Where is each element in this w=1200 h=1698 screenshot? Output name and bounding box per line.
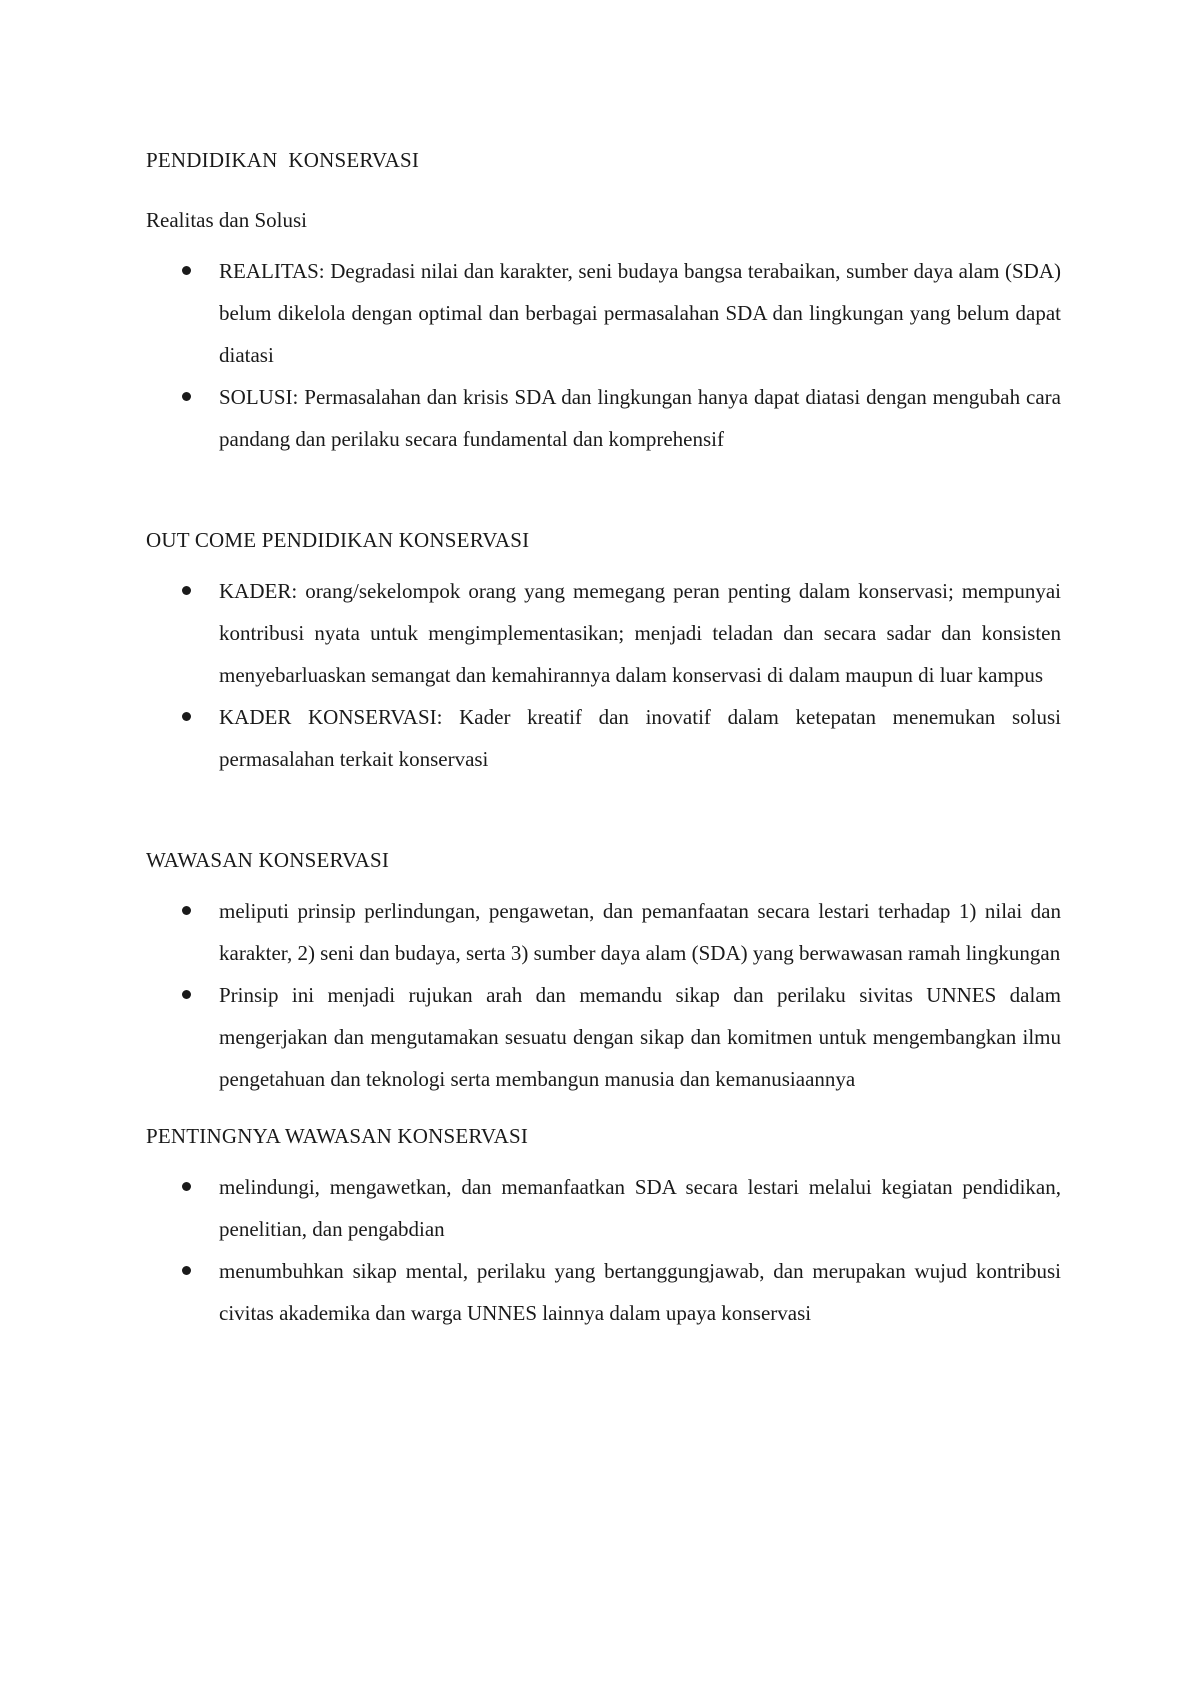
section-wawasan-konservasi [146,830,1061,1100]
spacer [146,780,1061,830]
list-item [146,696,1061,780]
bullet-list [146,1166,1061,1334]
list-item-text: melindungi, mengawetkan, dan memanfaatkan SDA secara lestari melalui kegiatan pendidikan, penelitian, dan pengabdian [219,1175,1061,1241]
list-item-text: REALITAS: Degradasi nilai dan karakter, seni budaya bangsa terabaikan, sumber daya alam (SDA) belum dikelola dengan optimal dan berbagai permasalahan SDA dan lingkungan yang belum dapat diatasi [219,259,1061,367]
list-item [146,1250,1061,1334]
section-out-come [146,510,1061,780]
bullet-icon [182,1266,191,1275]
bullet-icon [182,906,191,915]
bullet-icon [182,1182,191,1191]
list-item-text: Prinsip ini menjadi rujukan arah dan memandu sikap dan perilaku sivitas UNNES dalam mengerjakan dan mengutamakan sesuatu dengan sikap dan komitmen untuk mengembangkan ilmu pengetahuan dan teknologi serta membangun manusia dan kemanusiaannya [219,983,1061,1091]
bullet-list [146,250,1061,460]
section-title: PENDIDIKAN KONSERVASI [146,148,420,172]
list-item-text: SOLUSI: Permasalahan dan krisis SDA dan lingkungan hanya dapat diatasi dengan mengubah cara pandang dan perilaku secara fundamental dan komprehensif [219,385,1061,451]
section-subtitle: Realitas dan Solusi [146,208,307,232]
list-item [146,570,1061,696]
bullet-icon [182,392,191,401]
section-title: PENTINGNYA WAWASAN KONSERVASI [146,1124,529,1148]
section-title: WAWASAN KONSERVASI [146,848,390,872]
bullet-icon [182,266,191,275]
section-pendidikan-konservasi [146,130,1061,460]
list-item [146,890,1061,974]
list-item-text: KADER KONSERVASI: Kader kreatif dan inovatif dalam ketepatan menemukan solusi permasalahan terkait konservasi [219,705,1061,771]
list-item-text: KADER: orang/sekelompok orang yang memegang peran penting dalam konservasi; mempunyai kontribusi nyata untuk mengimplementasikan; menjadi teladan dan secara sadar dan konsisten menyebarluaskan semangat dan kemahirannya dalam konservasi di dalam maupun di luar kampus [219,579,1061,687]
bullet-icon [182,586,191,595]
bullet-list [146,570,1061,780]
section-pentingnya-wawasan [146,1106,1061,1334]
bullet-icon [182,712,191,721]
bullet-icon [182,990,191,999]
spacer [146,460,1061,510]
document-body [146,130,1061,1334]
list-item [146,974,1061,1100]
list-item [146,376,1061,460]
list-item [146,1166,1061,1250]
list-item [146,250,1061,376]
section-title: OUT COME PENDIDIKAN KONSERVASI [146,528,530,552]
list-item-text: menumbuhkan sikap mental, perilaku yang bertanggungjawab, dan merupakan wujud kontribusi civitas akademika dan warga UNNES lainnya dalam upaya konservasi [219,1259,1061,1325]
list-item-text: meliputi prinsip perlindungan, pengawetan, dan pemanfaatan secara lestari terhadap 1) nilai dan karakter, 2) seni dan budaya, serta 3) sumber daya alam (SDA) yang berwawasan ramah lingkungan [219,899,1061,965]
bullet-list [146,890,1061,1100]
